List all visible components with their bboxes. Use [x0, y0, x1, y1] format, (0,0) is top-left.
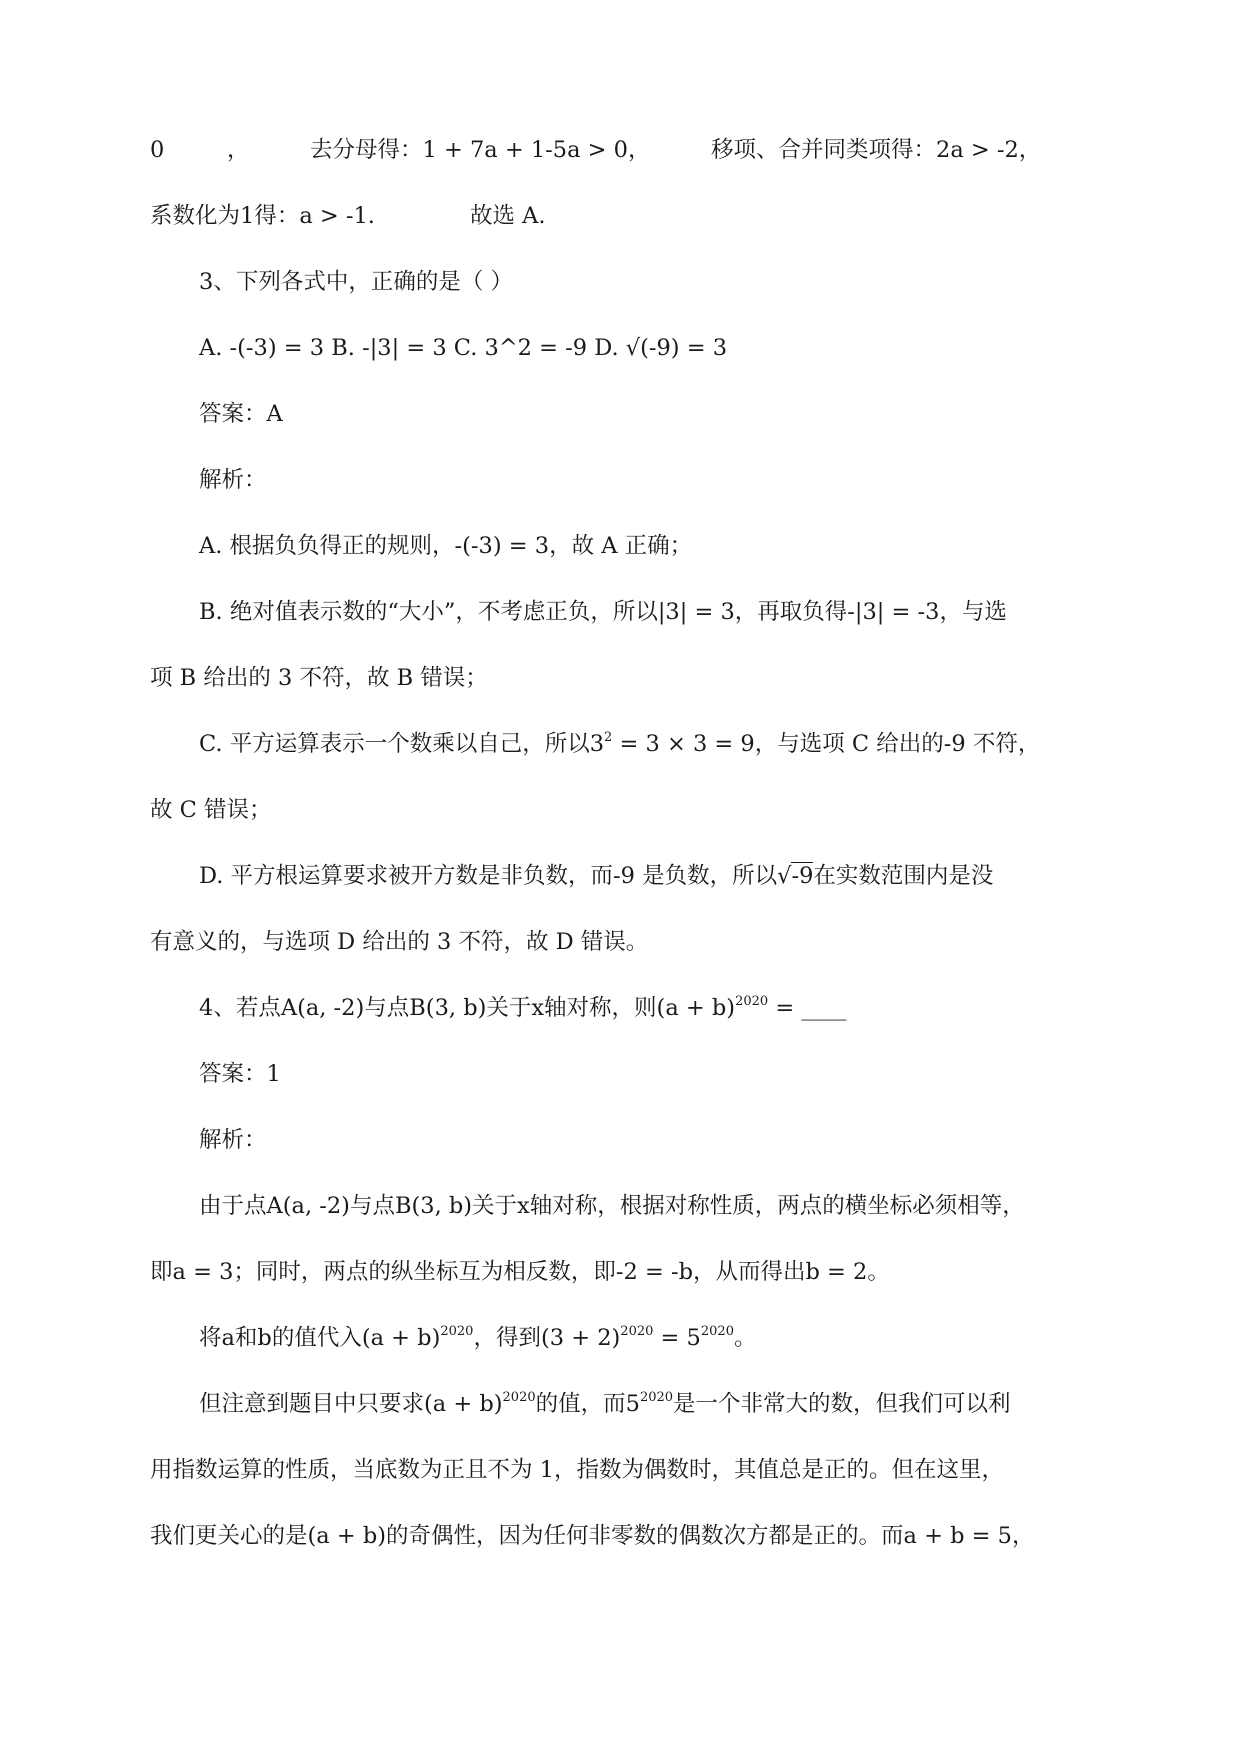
q4-text-post: = ____ [768, 995, 847, 1021]
p3-exp1: 2020 [440, 1324, 474, 1339]
question-3-analysis-b-line2: 项 B 给出的 3 不符，故 B 错误； [150, 665, 488, 691]
p4-a: 但注意到题目中只要求(a + b) [199, 1391, 503, 1417]
p4-exp2: 2020 [639, 1390, 674, 1405]
p3-b: ，得到(3 + 2) [473, 1325, 621, 1351]
question-4-answer: 答案：1 [199, 1061, 281, 1087]
radicand: -9 [791, 863, 814, 889]
line1-step-denominator: 去分母得：1 + 7a + 1-5a > 0， [310, 137, 651, 163]
p4-exp1: 2020 [502, 1390, 536, 1405]
question-3-analysis-d-line2: 有意义的，与选项 D 给出的 3 不符，故 D 错误。 [150, 929, 649, 955]
question-4-analysis-p2: 即a = 3；同时，两点的纵坐标互为相反数，即-2 = -b，从而得出b = 2。 [150, 1259, 890, 1285]
radical-sign: √ [777, 863, 792, 889]
question-3-analysis-b-line1: B. 绝对值表示数的“大小”，不考虑正负，所以|3| = 3，再取负得-|3| = -3，与选 [199, 599, 1007, 625]
line1-step-combine: 移项、合并同类项得：2a > -2， [711, 137, 1042, 163]
line1-comma: ， [227, 137, 250, 163]
question-3-analysis-a: A. 根据负负得正的规则，-(-3) = 3，故 A 正确； [199, 533, 693, 559]
c-text-post: = 3 × 3 = 9，与选项 C 给出的-9 不符， [612, 731, 1041, 757]
question-4 [199, 991, 846, 1025]
line1-zero: 0 [150, 137, 165, 163]
line2-choice: 故选 A. [470, 203, 546, 229]
c-text-pre: C. 平方运算表示一个数乘以自己，所以3 [199, 731, 605, 757]
p3-c: = 5 [653, 1325, 701, 1351]
p3-a: 将a和b的值代入(a + b) [199, 1325, 441, 1351]
question-3-answer: 答案：A [199, 401, 283, 427]
question-4-analysis-p4 [199, 1387, 1011, 1421]
question-4-analysis-heading: 解析： [199, 1127, 267, 1153]
question-3-analysis-c-line1 [199, 727, 1040, 761]
question-4-analysis-p6: 我们更关心的是(a + b)的奇偶性，因为任何非零数的偶数次方都是正的。而a + b = 5， [150, 1523, 1035, 1549]
question-3: 3、下列各式中，正确的是（ ） [199, 269, 513, 295]
question-3-analysis-c-line2: 故 C 错误； [150, 797, 272, 823]
question-3-options: A. -(-3) = 3 B. -|3| = 3 C. 3^2 = -9 D. √(-9) = 3 [199, 335, 728, 361]
p4-c: 是一个非常大的数，但我们可以利 [673, 1391, 1011, 1417]
c-exponent: 2 [604, 730, 613, 745]
line2-step-coefficient: 系数化为1得：a > -1. [150, 203, 375, 229]
question-3-analysis-heading: 解析： [199, 467, 267, 493]
question-4-analysis-p1: 由于点A(a, -2)与点B(3, b)关于x轴对称，根据对称性质，两点的横坐标必须相等， [199, 1193, 1025, 1219]
p3-exp3: 2020 [700, 1324, 734, 1339]
p3-exp2: 2020 [620, 1324, 654, 1339]
p3-d: 。 [733, 1325, 757, 1351]
question-3-analysis-d-line1 [199, 859, 993, 893]
p4-b: 的值，而5 [535, 1391, 640, 1417]
d-text-pre: D. 平方根运算要求被开方数是非负数，而-9 是负数，所以 [199, 863, 778, 889]
question-4-analysis-p5: 用指数运算的性质，当底数为正且不为 1，指数为偶数时，其值总是正的。但在这里， [150, 1457, 1004, 1483]
d-text-post: 在实数范围内是没 [813, 863, 994, 889]
question-4-analysis-p3 [199, 1321, 756, 1355]
q4-exponent: 2020 [735, 994, 769, 1009]
q4-text-pre: 4、若点A(a, -2)与点B(3, b)关于x轴对称，则(a + b) [199, 995, 736, 1021]
